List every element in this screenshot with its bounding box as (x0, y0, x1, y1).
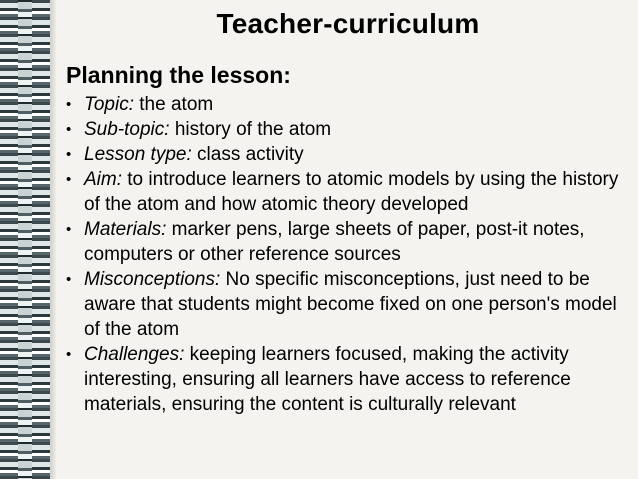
bullet-label: Aim: (84, 169, 122, 190)
bullet-icon: • (66, 346, 72, 363)
bullet-text: class activity (197, 144, 304, 165)
bullet-lesson-type (64, 142, 630, 167)
bullet-icon: • (66, 221, 72, 238)
bullet-label: Topic: (84, 94, 134, 115)
bullet-sub-topic (64, 117, 630, 142)
bullet-text: No specific misconceptions, just need to be aware that students might become fixed on one person's model of the atom (84, 269, 617, 340)
bullet-label: Lesson type: (84, 144, 192, 165)
bullet-challenges (64, 342, 630, 417)
bullet-topic (64, 92, 630, 117)
bullet-icon: • (66, 96, 72, 113)
bullet-misconceptions (64, 267, 630, 342)
bullet-label: Materials: (84, 219, 167, 240)
bullet-text: history of the atom (174, 119, 332, 140)
slide (64, 0, 632, 479)
bullet-icon: • (66, 271, 72, 288)
bullet-list (64, 92, 630, 417)
bullet-icon: • (66, 171, 72, 188)
bullet-icon: • (66, 146, 72, 163)
bullet-text: the atom (139, 94, 214, 115)
bullet-label: Sub-topic: (84, 119, 170, 140)
bullet-text: to introduce learners to atomic models by using the history of the atom and how atomic theory developed (84, 169, 619, 215)
bullet-text: keeping learners focused, making the activity interesting, ensuring all learners have access to reference materials, ensuring the content is culturally relevant (84, 344, 571, 415)
spiral-binding (0, 0, 50, 479)
bullet-text: marker pens, large sheets of paper, post-it notes, computers or other reference sources (84, 219, 585, 265)
bullet-icon: • (66, 121, 72, 138)
bullet-materials (64, 217, 630, 267)
slide-title: Teacher-curriculum (216, 8, 480, 39)
binding-edge (50, 0, 56, 479)
bullet-label: Challenges: (84, 344, 185, 365)
bullet-label: Misconceptions: (84, 269, 221, 290)
section-heading: Planning the lesson: (66, 62, 291, 88)
bullet-aim (64, 167, 630, 217)
